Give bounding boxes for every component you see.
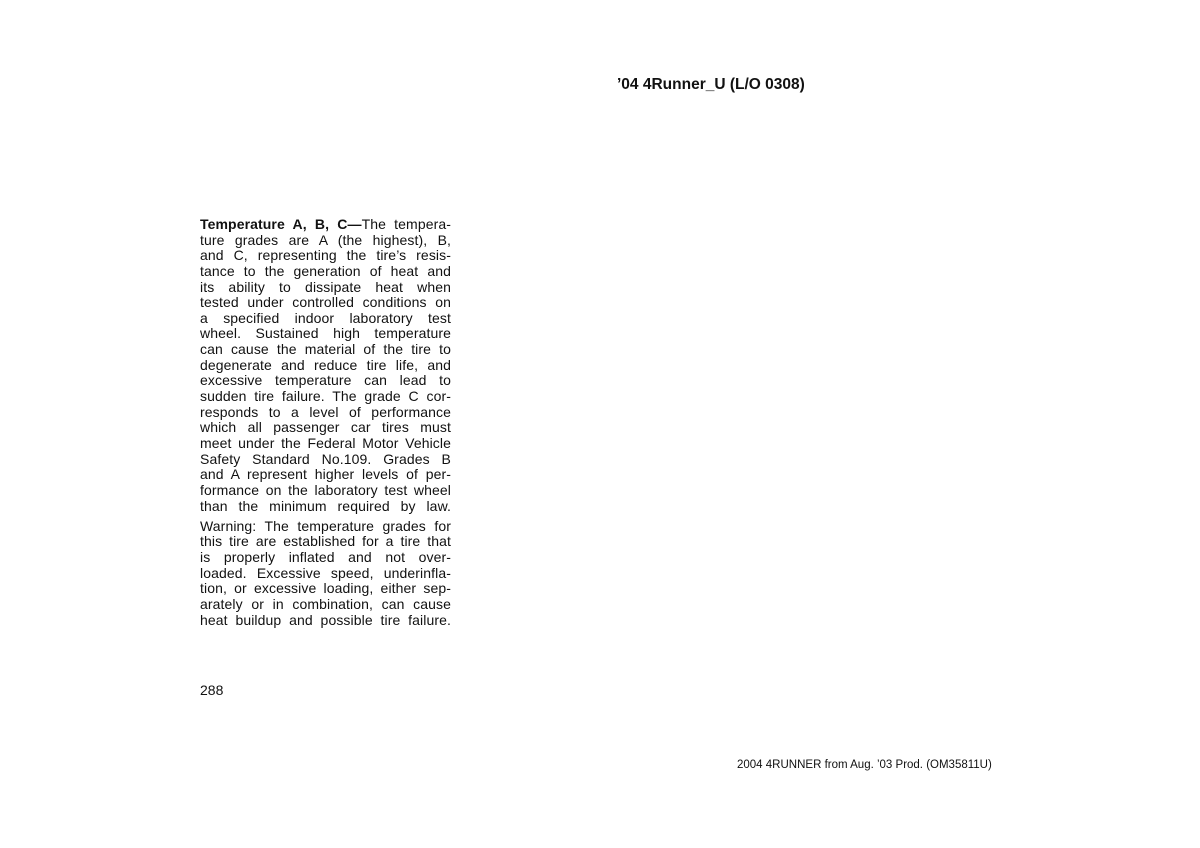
text-line: and A represent higher levels of per- xyxy=(200,467,451,483)
body-text-column xyxy=(200,217,451,628)
text-line: arately or in combination, can cause xyxy=(200,596,451,612)
edition-footer: 2004 4RUNNER from Aug. ’03 Prod. (OM35811U) xyxy=(737,759,992,771)
text-line: responds to a level of performance xyxy=(200,404,451,420)
text-line: can cause the material of the tire to xyxy=(200,342,451,358)
text-line: is properly inflated and not over- xyxy=(200,550,451,566)
text-line: meet under the Federal Motor Vehicle xyxy=(200,435,451,451)
paragraph-temperature-grades xyxy=(200,217,451,514)
text-line: tested under controlled conditions on xyxy=(200,295,451,311)
text-line: Warning: The temperature grades for xyxy=(200,518,451,534)
text-line: this tire are established for a tire that xyxy=(200,534,451,550)
paragraph-warning xyxy=(200,519,451,628)
text-line: tance to the generation of heat and xyxy=(200,263,451,279)
text-line: degenerate and reduce tire life, and xyxy=(200,357,451,373)
text-line: excessive temperature can lead to xyxy=(200,373,451,389)
text-line: wheel. Sustained high temperature xyxy=(200,326,451,342)
text-line: which all passenger car tires must xyxy=(200,420,451,436)
text-line-rest: The tempera- xyxy=(361,217,451,232)
text-line: sudden tire failure. The grade C cor- xyxy=(200,389,451,405)
text-line xyxy=(200,217,451,233)
text-line: loaded. Excessive speed, underinfla- xyxy=(200,565,451,581)
text-line: its ability to dissipate heat when xyxy=(200,279,451,295)
document-code-header: ’04 4Runner_U (L/O 0308) xyxy=(617,76,805,93)
text-line: than the minimum required by law. xyxy=(200,498,451,514)
page-number: 288 xyxy=(200,682,224,698)
text-line: ture grades are A (the highest), B, xyxy=(200,232,451,248)
text-line: Safety Standard No.109. Grades B xyxy=(200,451,451,467)
paragraph-lead-heading: Temperature A, B, C— xyxy=(200,217,362,232)
text-line: a specified indoor laboratory test xyxy=(200,310,451,326)
text-line: formance on the laboratory test wheel xyxy=(200,482,451,498)
text-line: and C, representing the tire’s resis- xyxy=(200,248,451,264)
text-line: heat buildup and possible tire failure. xyxy=(200,612,451,628)
text-line: tion, or excessive loading, either sep- xyxy=(200,581,451,597)
